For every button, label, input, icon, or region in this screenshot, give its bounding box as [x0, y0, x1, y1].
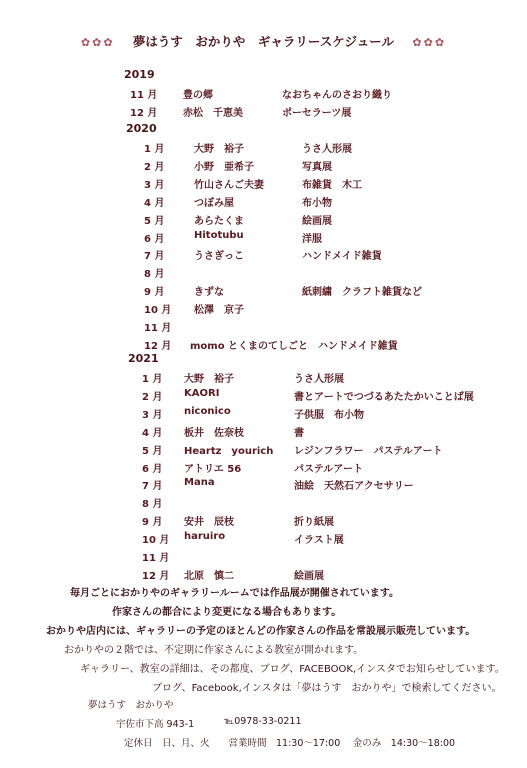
- schedule-month: 6 月: [142, 464, 163, 475]
- schedule-artist: Hitotubu: [194, 230, 244, 241]
- schedule-artist: 松澤 京子: [194, 305, 244, 316]
- schedule-month: 8 月: [144, 269, 165, 280]
- schedule-artist: 竹山さんご夫妻: [194, 180, 264, 191]
- schedule-event: 布雑貨 木工: [302, 180, 362, 191]
- schedule-event: 折り紙展: [294, 517, 334, 528]
- note-second-floor-classes: おかりやの２階では、不定期に作家さんによる教室が開かれます。: [64, 645, 364, 656]
- schedule-artist: 大野 裕子: [194, 144, 244, 155]
- schedule-artist: アトリエ 56: [184, 464, 242, 475]
- note-monthly-exhibitions: 毎月ごとにおかりやのギャラリールームでは作品展が開催されています。: [70, 588, 399, 599]
- schedule-event: 布小物: [302, 198, 332, 209]
- schedule-year: 2019: [124, 68, 155, 81]
- schedule-artist: Heartz yourich: [184, 446, 274, 457]
- schedule-event: 紙刺繍 クラフト雑貨など: [302, 287, 422, 298]
- schedule-event: うさ人形展: [294, 374, 344, 385]
- schedule-month: 8 月: [142, 499, 163, 510]
- page-title: 夢はうす おかりや ギャラリースケジュール: [132, 34, 395, 49]
- shop-hours: 定休日 日、月、火 営業時間 11:30～17:00 金のみ 14:30～18:00: [124, 738, 456, 749]
- schedule-month: 7 月: [142, 481, 163, 492]
- schedule-event: 絵画展: [302, 216, 332, 227]
- flower-ornament-right-icon: ✿✿✿: [412, 36, 447, 49]
- schedule-artist: KAORI: [184, 388, 220, 399]
- schedule-event: ポーセラーツ展: [282, 108, 352, 119]
- schedule-month: 9 月: [142, 517, 163, 528]
- schedule-month: 9 月: [144, 287, 165, 298]
- schedule-event: 写真展: [302, 162, 332, 173]
- schedule-event: 油絵 天然石アクセサリー: [294, 481, 414, 492]
- schedule-event: イラスト展: [294, 535, 344, 546]
- schedule-month: 3 月: [144, 180, 165, 191]
- schedule-month: 6 月: [144, 234, 165, 245]
- note-permanent-display: おかりや店内には、ギャラリーの予定のほとんどの作家さんの作品を常設展示販売しています。: [46, 626, 476, 637]
- shop-tel: ℡0978-33-0211: [224, 716, 302, 727]
- schedule-month: 10 月: [144, 305, 172, 316]
- schedule-event: 絵画展: [294, 571, 324, 582]
- schedule-month: 12 月: [144, 341, 172, 352]
- schedule-month: 4 月: [142, 428, 163, 439]
- schedule-event: レジンフラワー パステルアート: [294, 446, 443, 457]
- page-title-row: [0, 32, 527, 50]
- schedule-artist: Mana: [184, 477, 215, 488]
- schedule-artist: 安井 辰枝: [184, 517, 234, 528]
- schedule-event: 洋服: [302, 234, 322, 245]
- schedule-event: パステルアート: [294, 464, 363, 475]
- schedule-year: 2020: [126, 122, 157, 135]
- schedule-artist: momo とくまのてしごと ハンドメイド雑貨: [190, 341, 398, 352]
- schedule-month: 3 月: [142, 410, 163, 421]
- schedule-artist: あらたくま: [194, 216, 244, 227]
- note-schedule-changes: 作家さんの都合により変更になる場合もあります。: [112, 607, 342, 618]
- note-search-guide: ブログ、Facebook,インスタは「夢はうす おかりや」で検索してください。: [152, 683, 502, 694]
- schedule-month: 1 月: [144, 144, 165, 155]
- schedule-month: 4 月: [144, 198, 165, 209]
- schedule-artist: うさぎっこ: [194, 251, 244, 262]
- schedule-month: 10 月: [142, 535, 170, 546]
- flower-ornament-left-icon: ✿✿✿: [80, 36, 115, 49]
- schedule-month: 12 月: [130, 108, 158, 119]
- schedule-event: なおちゃんのさおり織り: [282, 90, 392, 101]
- schedule-month: 1 月: [142, 374, 163, 385]
- schedule-month: 7 月: [144, 251, 165, 262]
- schedule-event: 書とアートでつづるあたたかいことば展: [294, 392, 474, 403]
- schedule-event: 書: [294, 428, 304, 439]
- schedule-month: 11 月: [144, 323, 172, 334]
- schedule-event: うさ人形展: [302, 144, 352, 155]
- schedule-artist: haruiro: [184, 531, 226, 542]
- schedule-month: 2 月: [142, 392, 163, 403]
- schedule-artist: 北原 慎二: [184, 571, 234, 582]
- schedule-artist: 小野 亜希子: [194, 162, 254, 173]
- schedule-artist: niconico: [184, 406, 231, 417]
- schedule-month: 12 月: [142, 571, 170, 582]
- schedule-artist: 大野 裕子: [184, 374, 234, 385]
- schedule-year: 2021: [128, 352, 159, 365]
- schedule-month: 2 月: [144, 162, 165, 173]
- schedule-month: 5 月: [144, 216, 165, 227]
- schedule-artist: 豊の郷: [183, 90, 213, 101]
- schedule-artist: つぼみ屋: [194, 198, 234, 209]
- note-details-info: ギャラリー、教室の詳細は、その都度、ブログ、FACEBOOK,インスタでお知らせしています。: [80, 664, 505, 675]
- schedule-event: ハンドメイド雑貨: [302, 251, 382, 262]
- schedule-artist: 板井 佐奈枝: [184, 428, 244, 439]
- schedule-month: 5 月: [142, 446, 163, 457]
- schedule-artist: 赤松 千恵美: [183, 108, 243, 119]
- shop-address: 宇佐市下高 943-1: [116, 719, 195, 730]
- schedule-event: 子供服 布小物: [294, 410, 364, 421]
- shop-name: 夢はうす おかりや: [88, 700, 174, 711]
- schedule-month: 11 月: [130, 90, 158, 101]
- schedule-artist: きずな: [194, 287, 224, 298]
- schedule-month: 11 月: [142, 553, 170, 564]
